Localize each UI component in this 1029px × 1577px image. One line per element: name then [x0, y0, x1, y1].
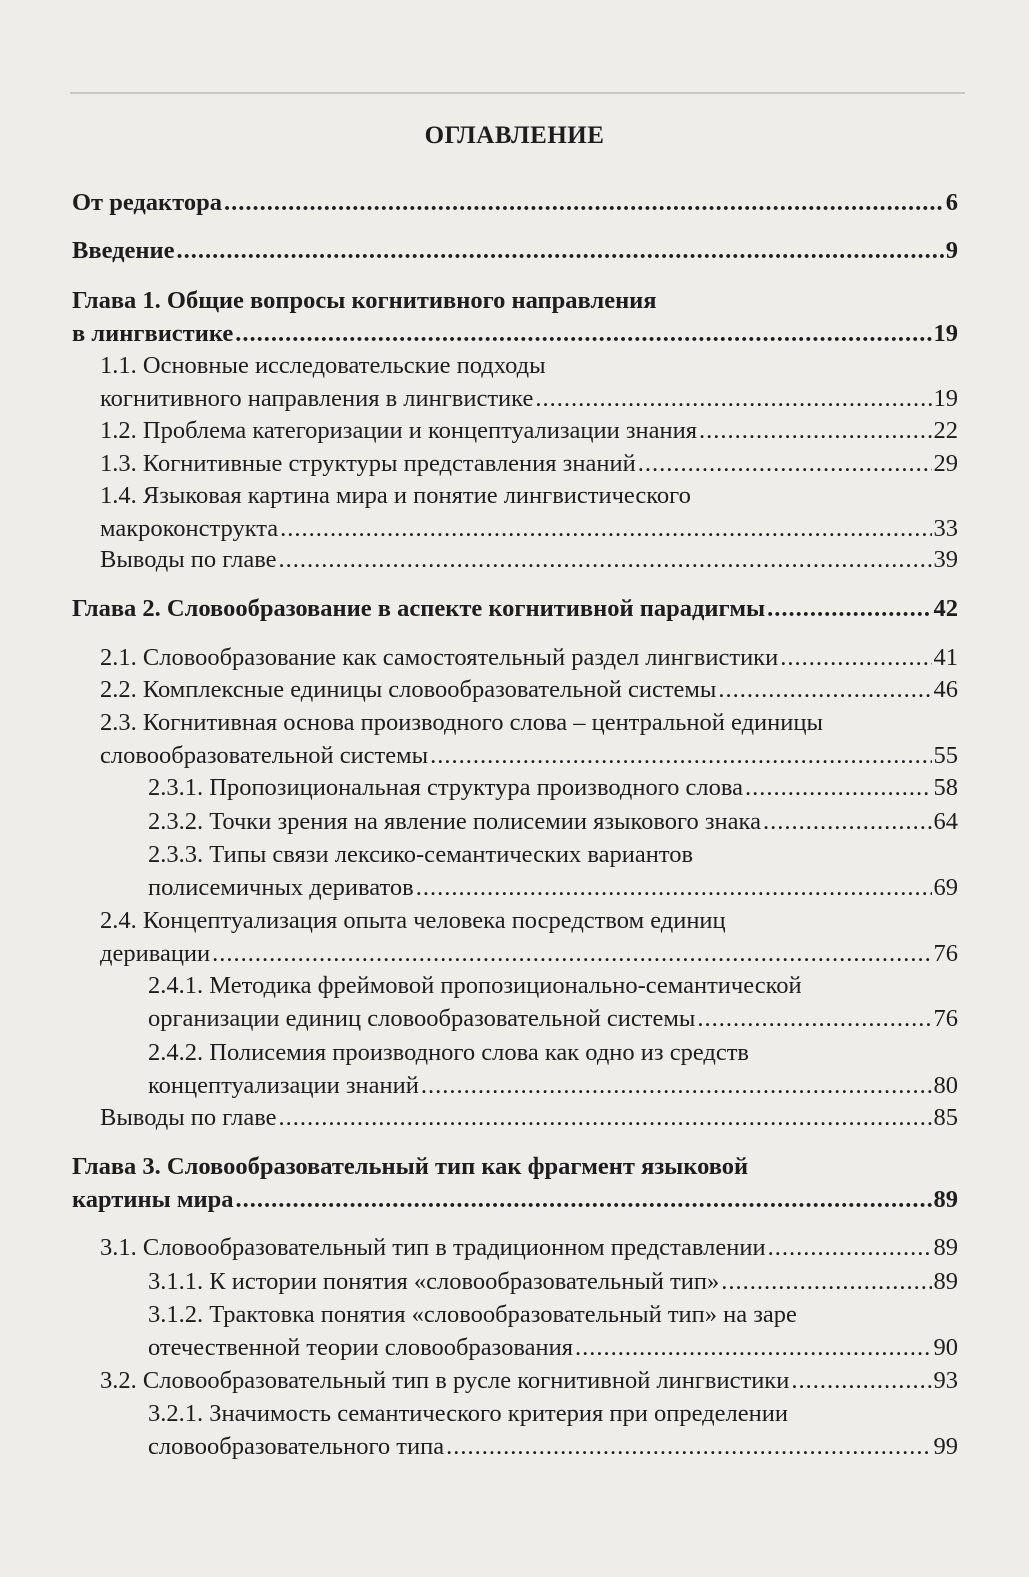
toc-entry[interactable]	[148, 1036, 958, 1102]
toc-entry[interactable]	[72, 284, 958, 350]
toc-entry-title: 3.1. Словообразовательный тип в традиционном представлении	[100, 1234, 766, 1261]
toc-page-number: 22	[933, 417, 958, 444]
toc-entry-title: картины мира	[72, 1186, 234, 1213]
toc-page-number: 85	[933, 1104, 958, 1131]
toc-entry[interactable]	[148, 1265, 958, 1298]
leader-dots	[721, 1265, 931, 1298]
toc-entry-title-line: 2.3. Когнитивная основа производного слова – центральной единицы	[100, 709, 823, 736]
toc-page-number: 93	[933, 1367, 958, 1394]
toc-entry-title: Выводы по главе	[100, 1104, 277, 1131]
toc-entry-title-line: 1.4. Языковая картина мира и понятие лингвистического	[100, 482, 691, 509]
leader-dots	[279, 1101, 932, 1134]
leader-dots	[430, 739, 931, 772]
toc-entry-title: 2.2. Комплексные единицы словообразовательной системы	[100, 676, 717, 703]
leader-dots	[177, 234, 944, 267]
toc-entry[interactable]	[100, 1231, 958, 1264]
toc-page-number: 58	[933, 774, 958, 801]
toc-entry-title: макроконструкта	[100, 515, 279, 542]
leader-dots	[224, 186, 944, 219]
toc-entry-title: когнитивного направления в лингвистике	[100, 385, 534, 412]
leader-dots	[236, 1183, 932, 1216]
toc-entry-title-line: 1.1. Основные исследовательские подходы	[100, 352, 546, 379]
toc-entry-title: словообразовательного типа	[148, 1433, 445, 1460]
toc-entry-title: 3.1.1. К истории понятия «словообразовательный тип»	[148, 1268, 720, 1295]
leader-dots	[279, 543, 932, 576]
leader-dots	[446, 1430, 931, 1463]
toc-entry[interactable]	[100, 414, 958, 447]
toc-entry-title-line: 2.4.1. Методика фреймовой пропозиционально-семантической	[148, 972, 802, 999]
toc-page-number: 19	[933, 385, 958, 412]
toc-entry-title-line: 2.4.2. Полисемия производного слова как одно из средств	[148, 1039, 749, 1066]
toc-entry-title-line: 3.2.1. Значимость семантического критерия при определении	[148, 1400, 788, 1427]
leader-dots	[575, 1331, 932, 1364]
toc-entry[interactable]	[100, 543, 958, 576]
leader-dots	[697, 1002, 931, 1035]
toc-page-number: 39	[933, 546, 958, 573]
leader-dots	[535, 382, 931, 415]
toc-entry-title: в лингвистике	[72, 320, 234, 347]
toc-page-number: 80	[933, 1072, 958, 1099]
toc-page-number: 76	[933, 940, 958, 967]
toc-page-number: 55	[933, 742, 958, 769]
toc-entry-title: Глава 2. Словообразование в аспекте когнитивной парадигмы	[72, 595, 766, 622]
toc-entry-title: 3.2. Словообразовательный тип в русле когнитивной лингвистики	[100, 1367, 790, 1394]
toc-page-number: 99	[933, 1433, 958, 1460]
leader-dots	[638, 447, 932, 480]
toc-entry-title: 1.2. Проблема категоризации и концептуализации знания	[100, 417, 698, 444]
toc-entry[interactable]	[100, 1101, 958, 1134]
toc-page-number: 33	[933, 515, 958, 542]
toc-entry-title: От редактора	[72, 189, 222, 216]
leader-dots	[780, 641, 931, 674]
leader-dots	[763, 805, 932, 838]
leader-dots	[791, 1364, 931, 1397]
toc-entry-title-line: Глава 3. Словообразовательный тип как фрагмент языковой	[72, 1153, 749, 1180]
toc-page-number: 9	[945, 237, 958, 264]
toc-entry[interactable]	[100, 706, 958, 772]
toc-entry[interactable]	[148, 969, 958, 1035]
toc-entry[interactable]	[100, 1364, 958, 1397]
toc-entry[interactable]	[100, 349, 958, 415]
toc-entry[interactable]	[100, 447, 958, 480]
leader-dots	[768, 1231, 932, 1264]
toc-page-number: 76	[933, 1005, 958, 1032]
toc-entry-title-line: 2.4. Концептуализация опыта человека посредством единиц	[100, 907, 726, 934]
toc-entry[interactable]	[148, 838, 958, 904]
toc-page-number: 19	[933, 320, 958, 347]
toc-entry[interactable]	[72, 1150, 958, 1216]
leader-dots	[280, 512, 931, 545]
toc-page-number: 46	[933, 676, 958, 703]
toc-entry[interactable]	[100, 641, 958, 674]
leader-dots	[235, 317, 931, 350]
leader-dots	[718, 673, 931, 706]
toc-entry[interactable]	[100, 479, 958, 545]
toc-entry[interactable]	[148, 771, 958, 804]
leader-dots	[212, 937, 931, 970]
toc-entry[interactable]	[72, 234, 958, 267]
toc-entry[interactable]	[72, 186, 958, 219]
toc-page-number: 29	[933, 450, 958, 477]
toc-entry-title: концептуализации знаний	[148, 1072, 419, 1099]
toc-entry-title: 1.3. Когнитивные структуры представления знаний	[100, 450, 636, 477]
toc-entry-title: деривации	[100, 940, 211, 967]
leader-dots	[767, 592, 931, 625]
toc-entry-title: Введение	[72, 237, 175, 264]
toc-entry[interactable]	[148, 1298, 958, 1364]
toc-entry-title: полисемичных дериватов	[148, 874, 414, 901]
toc-entry-title: организации единиц словообразовательной системы	[148, 1005, 696, 1032]
toc-page-number: 42	[933, 595, 958, 622]
toc-entry-title-line: Глава 1. Общие вопросы когнитивного направления	[72, 287, 657, 314]
toc-entry[interactable]	[100, 904, 958, 970]
toc-entry[interactable]	[148, 1397, 958, 1463]
toc-page-number: 41	[933, 644, 958, 671]
toc-entry-title: 2.3.1. Пропозициональная структура производного слова	[148, 774, 744, 801]
toc-entry-title-line: 2.3.3. Типы связи лексико-семантических вариантов	[148, 841, 694, 868]
toc-page-number: 89	[933, 1186, 958, 1213]
toc-page-number: 89	[933, 1234, 958, 1261]
toc-entry-title: Выводы по главе	[100, 546, 277, 573]
toc-entry-title: словообразовательной системы	[100, 742, 429, 769]
toc-page-number: 89	[933, 1268, 958, 1295]
toc-entry-title: отечественной теории словообразования	[148, 1334, 573, 1361]
toc-page-number: 6	[945, 189, 958, 216]
toc-entry-title: 2.1. Словообразование как самостоятельный раздел лингвистики	[100, 644, 779, 671]
toc-entry[interactable]	[72, 592, 958, 625]
toc-page-number: 90	[933, 1334, 958, 1361]
toc-entry[interactable]	[148, 805, 958, 838]
toc-entry[interactable]	[100, 673, 958, 706]
leader-dots	[699, 414, 931, 447]
leader-dots	[416, 871, 932, 904]
page-title: ОГЛАВЛЕНИЕ	[424, 122, 605, 149]
leader-dots	[421, 1069, 932, 1102]
leader-dots	[745, 771, 931, 804]
toc-entry-title-line: 3.1.2. Трактовка понятия «словообразовательный тип» на заре	[148, 1301, 797, 1328]
toc-entry-title: 2.3.2. Точки зрения на явление полисемии языкового знака	[148, 808, 761, 835]
toc-page-number: 64	[933, 808, 958, 835]
toc-page-number: 69	[933, 874, 958, 901]
